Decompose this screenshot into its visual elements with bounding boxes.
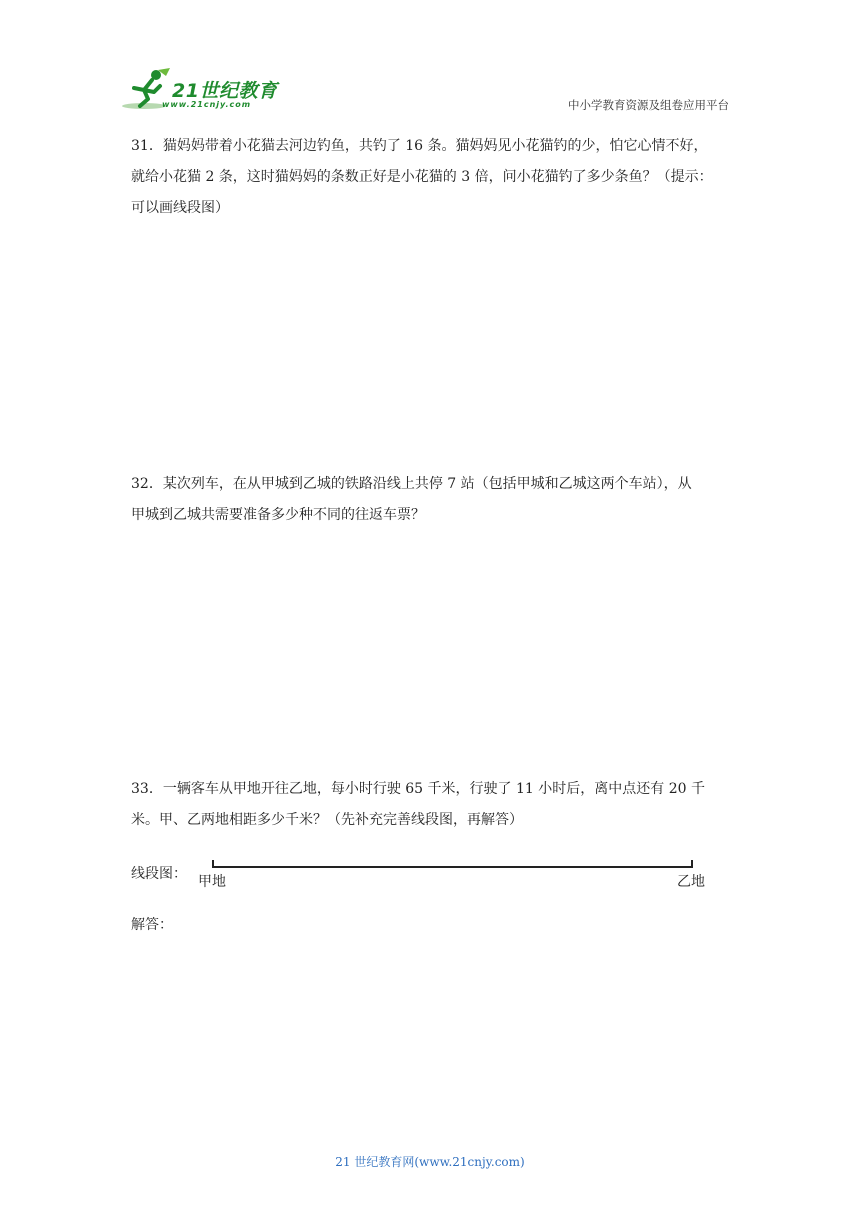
question-33 — [131, 774, 731, 836]
logo-text: 21世纪教育 — [172, 80, 278, 102]
question-line: 32．某次列车，在从甲城到乙城的铁路沿线上共停 7 站（包括甲城和乙城这两个车站），从 — [131, 476, 692, 492]
answer-label: 解答： — [131, 917, 173, 933]
question-line: 31．猫妈妈带着小花猫去河边钓鱼，共钓了 16 条。猫妈妈见小花猫钓的少，怕它心情不好， — [131, 138, 708, 154]
logo — [122, 66, 292, 116]
question-32 — [131, 469, 731, 531]
question-line: 就给小花猫 2 条，这时猫妈妈的条数正好是小花猫的 3 倍，问小花猫钓了多少条鱼？（提示： — [131, 169, 713, 185]
question-line: 甲城到乙城共需要准备多少种不同的往返车票？ — [131, 507, 425, 523]
segment-end-label: 乙地 — [677, 874, 705, 890]
segment-diagram-label: 线段图： — [131, 866, 187, 882]
segment-diagram — [205, 855, 705, 891]
question-31 — [131, 131, 731, 224]
page-header — [0, 0, 860, 125]
question-line: 米。甲、乙两地相距多少千米？（先补充完善线段图，再解答） — [131, 812, 523, 828]
logo-url: www.21cnjy.com — [162, 100, 252, 109]
segment-start-label: 甲地 — [198, 874, 226, 890]
footer-text: 21 世纪教育网(www.21cnjy.com) — [335, 1155, 525, 1169]
question-line: 可以画线段图） — [131, 200, 229, 216]
question-line: 33．一辆客车从甲地开往乙地，每小时行驶 65 千米，行驶了 11 小时后，离中点还有 20 千 — [131, 781, 705, 797]
header-platform-text: 中小学教育资源及组卷应用平台 — [568, 98, 729, 112]
